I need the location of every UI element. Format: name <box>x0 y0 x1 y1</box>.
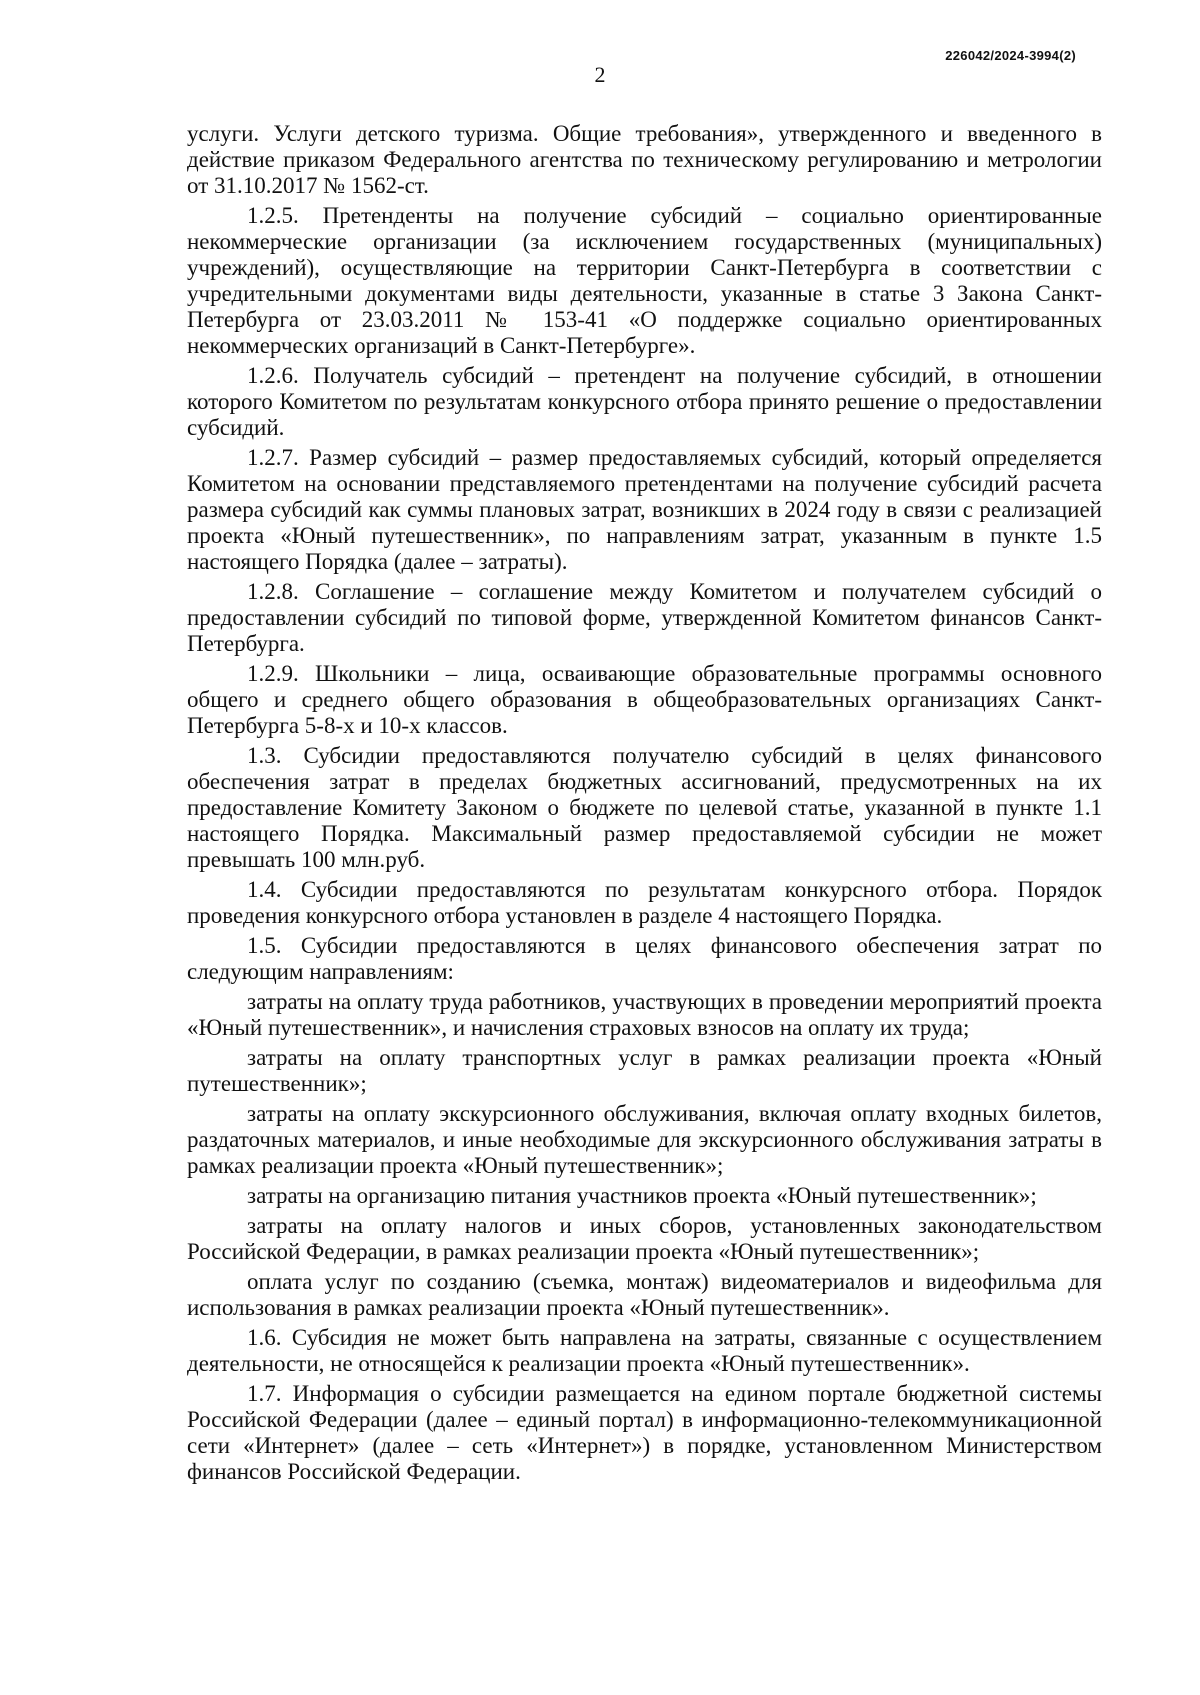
list-item-catering-costs: затраты на организацию питания участников проекта «Юный путешественник»; <box>247 1183 1037 1208</box>
list-item-excursion-costs: затраты на оплату экскурсионного обслуживания, включая оплату входных билетов, раздаточных материалов, и иные необходимые для экскурсионного обслуживания затраты в рамках реализации проекта «Юный путешественник»; <box>187 1101 1102 1178</box>
list-item-video-costs: оплата услуг по созданию (съемка, монтаж) видеоматериалов и видеофильма для использования в рамках реализации проекта «Юный путешественник». <box>187 1269 1102 1320</box>
paragraph-1-2-8: 1.2.8. Соглашение – соглашение между Комитетом и получателем субсидий о предоставлении субсидий по типовой форме, утвержденной Комитетом финансов Санкт-Петербурга. <box>187 579 1102 656</box>
paragraph-1-6: 1.6. Субсидия не может быть направлена на затраты, связанные с осуществлением деятельности, не относящейся к реализации проекта «Юный путешественник». <box>187 1325 1102 1376</box>
paragraph-1-7: 1.7. Информация о субсидии размещается на едином портале бюджетной системы Российской Федерации (далее – единый портал) в информационно-телекоммуникационной сети «Интернет» (далее – сеть «Интернет») в порядке, установленном Министерством финансов Российской Федерации. <box>187 1381 1102 1484</box>
paragraph-1-4: 1.4. Субсидии предоставляются по результатам конкурсного отбора. Порядок проведения конкурсного отбора установлен в разделе 4 настоящего Порядка. <box>187 877 1102 928</box>
list-item-tax-costs: затраты на оплату налогов и иных сборов, установленных законодательством Российской Федерации, в рамках реализации проекта «Юный путешественник»; <box>187 1213 1102 1264</box>
paragraph-1-2-6: 1.2.6. Получатель субсидий – претендент на получение субсидий, в отношении которого Комитетом по результатам конкурсного отбора принято решение о предоставлении субсидий. <box>187 363 1102 440</box>
paragraph-1-3: 1.3. Субсидии предоставляются получателю субсидий в целях финансового обеспечения затрат в пределах бюджетных ассигнований, предусмотренных на их предоставление Комитету Законом о бюджете по целевой статье, указанной в пункте 1.1 настоящего Порядка. Максимальный размер предоставляемой субсидии не может превышать 100 млн.руб. <box>187 743 1102 872</box>
page-number: 2 <box>594 62 606 87</box>
paragraph-continuation: услуги. Услуги детского туризма. Общие требования», утвержденного и введенного в действие приказом Федерального агентства по техническому регулированию и метрологии от 31.10.2017 № 1562-ст. <box>187 121 1102 198</box>
paragraph-1-2-9: 1.2.9. Школьники – лица, осваивающие образовательные программы основного общего и среднего общего образования в общеобразовательных организациях Санкт-Петербурга 5-8-х и 10-х классов. <box>187 661 1102 738</box>
paragraph-1-2-7: 1.2.7. Размер субсидий – размер предоставляемых субсидий, который определяется Комитетом на основании представляемого претендентами на получение субсидий расчета размера субсидий как суммы плановых затрат, возникших в 2024 году в связи с реализацией проекта «Юный путешественник», по направлениям затрат, указанным в пункте 1.5 настоящего Порядка (далее – затраты). <box>187 445 1102 574</box>
paragraph-1-5: 1.5. Субсидии предоставляются в целях финансового обеспечения затрат по следующим направлениям: <box>187 933 1102 984</box>
document-registration-number: 226042/2024-3994(2) <box>945 48 1076 63</box>
paragraph-1-2-5: 1.2.5. Претенденты на получение субсидий – социально ориентированные некоммерческие организации (за исключением государственных (муниципальных) учреждений), осуществляющие на территории Санкт-Петербурга в соответствии с учредительными документами виды деятельности, указанные в статье 3 Закона Санкт-Петербурга от 23.03.2011 № 153-41 «О поддержке социально ориентированных некоммерческих организаций в Санкт-Петербурге». <box>187 203 1102 358</box>
list-item-transport-costs: затраты на оплату транспортных услуг в рамках реализации проекта «Юный путешественник»; <box>187 1045 1102 1096</box>
document-body <box>187 121 1102 1485</box>
list-item-labor-costs: затраты на оплату труда работников, участвующих в проведении мероприятий проекта «Юный путешественник», и начисления страховых взносов на оплату их труда; <box>187 989 1102 1040</box>
